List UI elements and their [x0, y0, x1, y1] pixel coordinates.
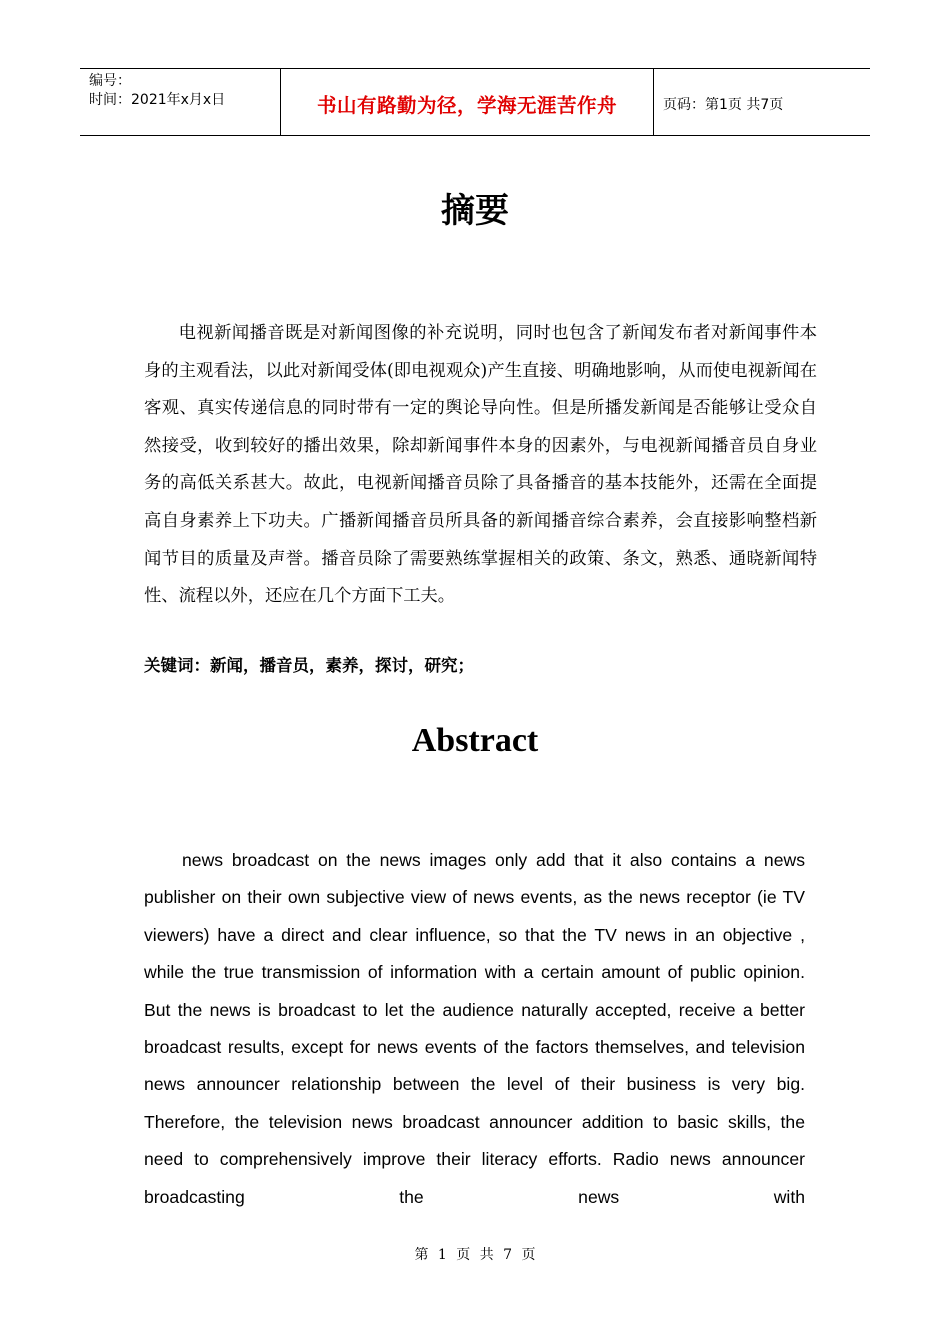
document-date-label: 时间：2021年x月x日	[89, 92, 226, 108]
chinese-abstract-title: 摘要	[441, 191, 509, 231]
header-page-info: 页码：第1页 共7页	[663, 97, 784, 113]
keywords-line: 关键词：新闻，播音员，素养，探讨，研究；	[144, 656, 474, 675]
english-abstract-title: Abstract	[411, 722, 539, 759]
chinese-abstract-body: 电视新闻播音既是对新闻图像的补充说明，同时也包含了新闻发布者对新闻事件本身的主观看法，以此对新闻受体(即电视观众)产生直接、明确地影响，从而使电视新闻在客观、真实传递信息的同时带有一定的舆论导向性。但是所播发新闻是否能够让受众自然接受，收到较好的播出效果，除却新闻事件本身的因素外，与电视新闻播音员自身业务的高低关系甚大。故此，电视新闻播音员除了具备播音的基本技能外，还需在全面提高自身素养上下功夫。广播新闻播音员所具备的新闻播音综合素养，会直接影响整档新闻节目的质量及声誉。播音员除了需要熟练掌握相关的政策、条文，熟悉、通晓新闻特性、流程以外，还应在几个方面下工夫。	[144, 323, 817, 607]
english-abstract-body: news broadcast on the news images only add that it also contains a news publisher on their own subjective view of news events, as the news receptor (ie TV viewers) have a direct and clear influence, so that the TV news in an objective , while the true transmission of information with a certain amount of public opinion. But the news is broadcast to let the audience naturally accepted, receive a better broadcast results, except for news events of the factors themselves, and television news announcer relationship between the level of their business is very big. Therefore, the television news broadcast announcer addition to basic skills, the need to comprehensively improve their literacy efforts. Radio news announcer broadcasting the news with	[144, 850, 805, 1207]
page-header	[80, 68, 870, 136]
header-meta	[80, 69, 281, 135]
header-motto: 书山有路勤为径，学海无涯苦作舟	[281, 69, 654, 135]
page-footer: 第 1 页 共 7 页	[414, 1247, 536, 1263]
document-number-label: 编号：	[89, 73, 131, 89]
